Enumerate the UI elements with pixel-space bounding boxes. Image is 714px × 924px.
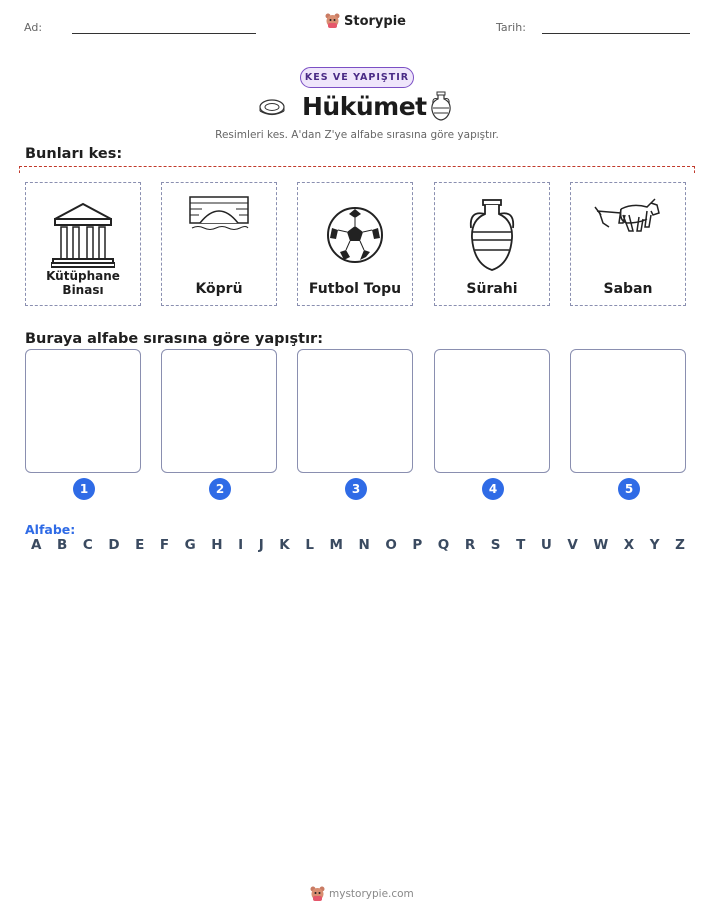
paste-box-1[interactable] <box>25 349 141 473</box>
bear-icon <box>310 886 325 902</box>
letter: P <box>412 537 423 553</box>
letter: A <box>31 537 42 553</box>
letter: L <box>305 537 314 553</box>
instructions: Resimleri kes. A'dan Z'ye alfabe sırasına göre yapıştır. <box>215 129 499 141</box>
position-number: 4 <box>482 478 504 500</box>
letter: T <box>516 537 526 553</box>
letter: K <box>279 537 290 553</box>
letter: D <box>108 537 120 553</box>
letter: N <box>358 537 370 553</box>
cut-label: Köprü <box>195 281 243 297</box>
letter: M <box>329 537 343 553</box>
cut-label: Futbol Topu <box>308 281 402 297</box>
letter: R <box>464 537 476 553</box>
footer-link[interactable]: mystorypie.com <box>329 888 414 900</box>
letter: O <box>385 537 397 553</box>
date-field[interactable] <box>542 33 690 34</box>
cut-heading: Bunları kes: <box>25 146 123 162</box>
paste-heading: Buraya alfabe sırasına göre yapıştır: <box>25 331 323 347</box>
letter: C <box>82 537 93 553</box>
cut-label: Saban <box>603 281 653 297</box>
letter: G <box>184 537 196 553</box>
paste-box-3[interactable] <box>297 349 413 473</box>
letter: H <box>211 537 223 553</box>
letter: B <box>57 537 68 553</box>
storypie-logo <box>325 13 406 29</box>
bridge-icon <box>188 193 250 233</box>
letter: E <box>135 537 145 553</box>
letter: V <box>567 537 578 553</box>
paste-box-2[interactable] <box>161 349 277 473</box>
letter: X <box>623 537 635 553</box>
soccer-ball-icon <box>326 206 384 264</box>
letter: S <box>490 537 501 553</box>
library-building-icon <box>51 201 115 269</box>
cut-card-soccer-ball[interactable] <box>297 182 413 306</box>
position-number: 2 <box>209 478 231 500</box>
letter: I <box>238 537 244 553</box>
logo-text: Storypie <box>344 13 406 29</box>
letter: Y <box>649 537 660 553</box>
paste-box-4[interactable] <box>434 349 550 473</box>
footer <box>310 886 414 902</box>
letter: J <box>258 537 264 553</box>
amphora-icon <box>429 91 453 121</box>
position-number: 1 <box>73 478 95 500</box>
alphabet-label: Alfabe: <box>25 522 76 537</box>
plow-icon <box>593 193 663 239</box>
jug-icon <box>465 198 519 272</box>
letter: U <box>540 537 552 553</box>
cut-line[interactable] <box>19 166 695 173</box>
position-number: 5 <box>618 478 640 500</box>
date-label: Tarih: <box>496 21 526 34</box>
page-title: Hükümet <box>302 92 427 121</box>
letter: F <box>159 537 170 553</box>
letter: Q <box>437 537 450 553</box>
cut-card-plow[interactable] <box>570 182 686 306</box>
activity-badge: KES VE YAPIŞTIR <box>300 67 414 88</box>
name-field[interactable] <box>72 33 256 34</box>
cut-card-bridge[interactable] <box>161 182 277 306</box>
alphabet-letters <box>31 537 685 553</box>
stadium-icon <box>259 98 285 116</box>
cut-card-jug[interactable] <box>434 182 550 306</box>
cut-label: Sürahi <box>466 281 518 297</box>
letter: W <box>593 537 609 553</box>
paste-box-5[interactable] <box>570 349 686 473</box>
position-number: 3 <box>345 478 367 500</box>
cut-card-library[interactable] <box>25 182 141 306</box>
name-label: Ad: <box>24 21 43 34</box>
cut-label: Kütüphane Binası <box>46 269 120 297</box>
bear-icon <box>325 13 340 29</box>
letter: Z <box>675 537 685 553</box>
